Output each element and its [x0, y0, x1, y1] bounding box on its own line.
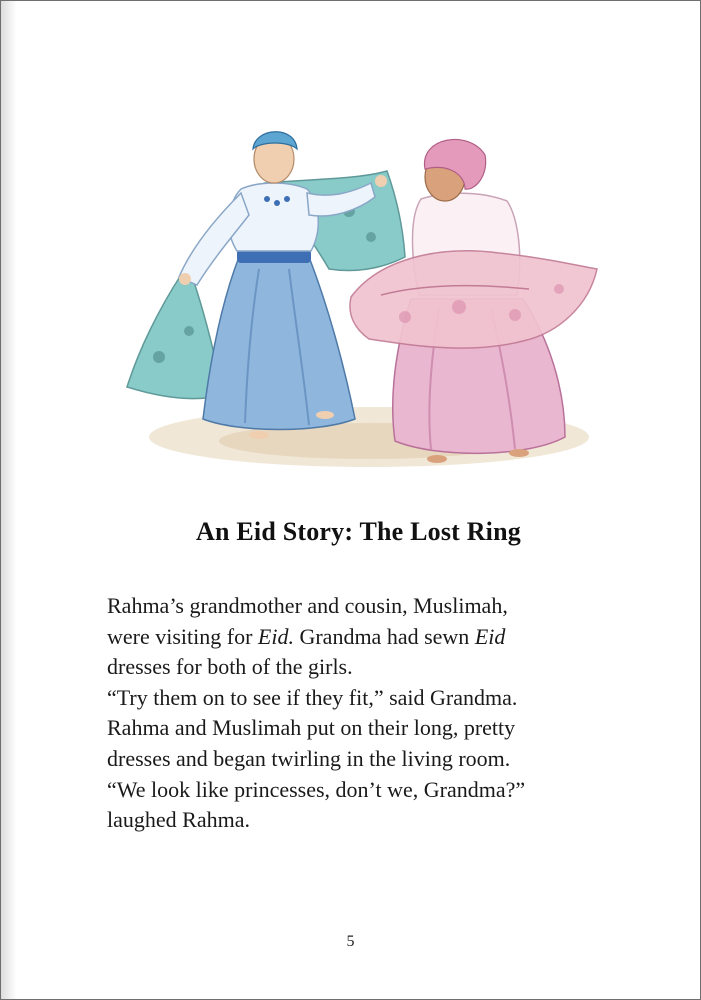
text-run: Grandma had sewn	[293, 623, 475, 649]
story-paragraph	[107, 591, 677, 836]
text-run: Rahma and Muslimah put on their long, pretty	[107, 715, 516, 741]
text-run: dresses for both of the girls.	[107, 654, 353, 680]
page-number: 5	[346, 933, 355, 950]
text-run: Rahma’s grandmother and cousin, Muslimah,	[107, 593, 508, 618]
paragraph-line	[107, 683, 677, 714]
page-binding-shadow	[1, 1, 17, 999]
italic-word: Eid	[474, 623, 506, 649]
paragraph-line	[107, 622, 677, 653]
text-run: laughed Rahma.	[107, 807, 250, 833]
paragraph-line	[107, 591, 677, 622]
paragraph-line	[107, 744, 677, 775]
paragraph-line	[107, 775, 677, 806]
illustration-two-girls-twirling	[119, 119, 609, 471]
italic-word: Eid.	[257, 623, 294, 649]
text-run: dresses and began twirling in the living room.	[107, 745, 511, 771]
text-run: “We look like princesses, don’t we, Grandma?”	[107, 776, 526, 802]
text-run: “Try them on to see if they fit,” said Grandma.	[107, 684, 518, 710]
story-title: An Eid Story: The Lost Ring	[196, 517, 521, 546]
paragraph-line	[107, 713, 677, 744]
text-run: were visiting for	[107, 623, 258, 649]
paragraph-line	[107, 805, 677, 836]
paragraph-line	[107, 652, 677, 683]
